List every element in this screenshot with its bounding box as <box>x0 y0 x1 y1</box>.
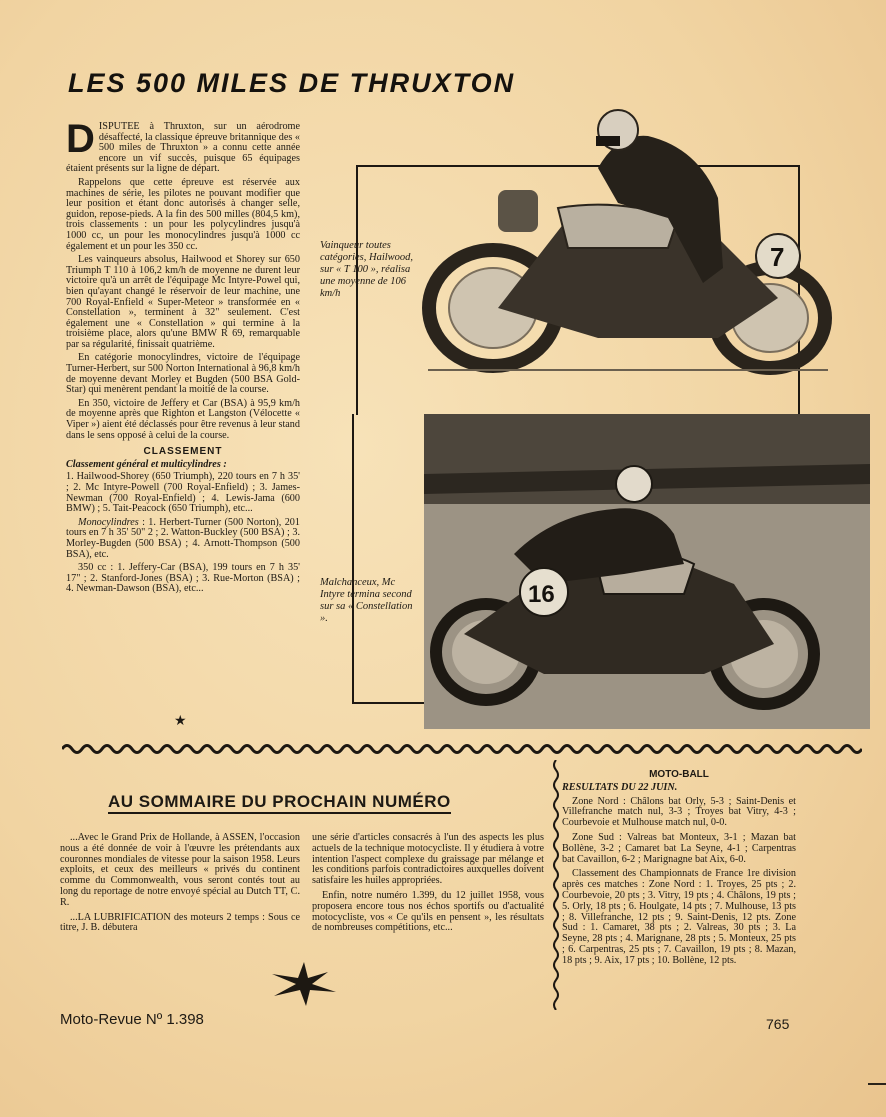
wavy-divider-vertical <box>552 760 560 1010</box>
sommaire-paragraph-1: ...Avec le Grand Prix de Hollande, à ASSEN, l'occasion nous a été donnée de voir à l'œuvre les prétendants aux couronnes mondiales de vitesse pour la saison 1958. Leurs exploits, et ceux des meilleurs « privés du continent comme du Commonwealth, vous seront contés tout au long du reportage de notre envoyé spécial au Dutch TT, C. R. <box>60 832 300 908</box>
article-paragraph-2: Rappelons que cette épreuve est réservée aux machines de série, les pilotes ne pouvant modifier que leur position et étant donc autorisés à changer selle, guidon, repose-pieds. A la fin des 500 milles (804,5 km), trois classements : un pour les polycylindres jusqu'à 1000 cc, un pour les monocylindres jusqu'à 1000 cc également et un pour les 350 cc. <box>66 176 300 252</box>
photo-motorcycle-mcintyre <box>424 414 870 729</box>
article-paragraph-3: Les vainqueurs absolus, Hailwood et Shorey sur 650 Triumph T 110 à 106,2 km/h de moyenne ne durent leur victoire qu'à un arrêt de l'équipage Mc Intyre-Powel qui, bien qu'ayant changé le réservoir de leur machine, une 700 Royal-Enfield « Super-Meteor » transformée en « Constellation », terminent à 32" seulement. C'est également une « Constellation » qui termine à la troisième place, alors qu'une BMW R 69, remarquable par sa régularité, finissait quatrième. <box>66 254 300 350</box>
drop-cap: D <box>66 117 95 161</box>
motoball-results-sud: Zone Sud : Valreas bat Monteux, 3-1 ; Mazan bat Bollène, 3-2 ; Camaret bat La Seyne, 4-1 ; Carpentras bat Cavaillon, 6-2 ; Marignagne bat Aix, 6-0. <box>562 831 796 865</box>
classement-general: 1. Hailwood-Shorey (650 Triumph), 220 tours en 7 h 35' ; 2. Mc Intyre-Powell (700 Royal-Enfield) ; 3. James-Newman (700 Royal-Enfield) ; 4. Lewis-Jama (600 BMW) ; 5. Tait-Peacock (650 Triumph), etc... <box>66 471 300 515</box>
sommaire-column-2 <box>312 833 544 938</box>
sommaire-column-1 <box>60 833 300 938</box>
sommaire-heading: AU SOMMAIRE DU PROCHAIN NUMÉRO <box>108 792 451 814</box>
photo-motorcycle-hailwood <box>418 108 834 378</box>
page-number: 765 <box>766 1016 790 1032</box>
motoball-heading: MOTO-BALL <box>649 769 709 780</box>
sommaire-paragraph-3: une série d'articles consacrés à l'un des aspects les plus actuels de la technique motocycliste. Il y étudiera à votre intention l'aspect complexe du graissage par mélange et les conditions parfois contradictoires auxquelles doivent satisfaire les huiles appropriées. <box>312 832 544 887</box>
sommaire-paragraph-2: ...LA LUBRIFICATION des moteurs 2 temps : Sous ce titre, J. B. débutera <box>60 911 300 934</box>
race-number-16: 16 <box>528 581 555 608</box>
wavy-divider-horizontal <box>62 742 862 756</box>
article-paragraph-5: En 350, victoire de Jeffery et Car (BSA) à 95,9 km/h de moyenne après que Righton et Langston (Vélocette « Viper ») aient été déclassés pour être revenus à leur stand dans le sens opposé à celui de la course. <box>66 397 300 441</box>
sommaire-paragraph-4: Enfin, notre numéro 1.399, du 12 juillet 1958, vous proposera encore tous nos échos sportifs ou d'actualité motocycliste, vos « Ce qu'ils en pensent », les résultats de nombreuses compétitions, etc... <box>312 889 544 934</box>
photo-frame-bottom <box>352 414 424 704</box>
paragraph-text: ISPUTEE à Thruxton, sur un aérodrome désaffecté, la classique épreuve britannique des « 500 miles de Thruxton » a connu cette année encore un vif succès, puisque 65 équipages étaient présents sur la ligne de départ. <box>66 121 300 175</box>
motoball-column <box>562 770 796 971</box>
article-body <box>66 117 300 598</box>
motoball-subheading: RESULTATS DU 22 JUIN. <box>562 781 678 793</box>
classement-350: 350 cc : 1. Jeffery-Car (BSA), 199 tours en 7 h 35' 17" ; 2. Stanford-Jones (BSA) ; 3. Rue-Morton (BSA) ; 4. Newman-Dawson (BSA), etc... <box>66 562 300 595</box>
star-flourish-icon <box>268 958 340 1008</box>
classement-subheading: Classement général et multicylindres : <box>66 458 227 470</box>
article-paragraph-1 <box>66 117 300 175</box>
edge-mark <box>868 1083 886 1085</box>
article-paragraph-4: En catégorie monocylindres, victoire de l'équipage Turner-Herbert, sur 500 Norton International à 96,8 km/h de moyenne devant Morley et Bugden (500 BSA Gold-Star) qui menèrent pendant la moitié de la course. <box>66 352 300 396</box>
classement-heading: CLASSEMENT <box>143 446 223 458</box>
mono-label: Monocylindres <box>78 516 139 528</box>
caption-hailwood: Vainqueur toutes catégories, Hailwood, sur « T 100 », réalisa une moyenne de 106 km/h <box>320 240 414 299</box>
star-ornament: ★ <box>174 714 187 729</box>
race-number-7: 7 <box>770 242 785 272</box>
article-title: LES 500 MILES DE THRUXTON <box>68 68 516 98</box>
caption-mcintyre: Malchanceux, Mc Intyre termina second sur sa « Constellation ». <box>320 577 413 624</box>
footer-publication: Moto-Revue Nº 1.398 <box>60 1011 204 1028</box>
mono-text: : 1. Herbert-Turner (500 Norton), 201 tours en 7 h 35' 50" 2 ; 2. Watton-Buckley (500 BSA) ; 3. Morley-Bugden (500 BSA) ; 4. Arnott-Thompson (500 BSA), etc. <box>66 516 300 560</box>
classement-mono <box>66 518 300 560</box>
motoball-standings: Classement des Championnats de France 1re division après ces matches : Zone Nord : 1. Troyes, 25 pts ; 2. Courbevoie, 20 pts ; 3. Vitry, 19 pts ; 4. Châlons, 19 pts ; 5. Orly, 18 pts ; 6. Houlgate, 14 pts ; 7. Mulhouse, 13 pts ; 8. Villefranche, 12 pts ; 9. Saint-Denis, 12 pts. Zone Sud : 1. Camaret, 38 pts ; 2. Valreas, 30 pts ; 3. La Seyne, 28 pts ; 4. Marignane, 28 pts ; 5. Monteux, 25 pts ; 6. Carpentras, 25 pts ; 7. Cavaillon, 19 pts ; 8. Mazan, 18 pts ; 9. Aix, 17 pts ; 10. Bollène, 12 pts. <box>562 868 796 966</box>
motoball-results-nord: Zone Nord : Châlons bat Orly, 5-3 ; Saint-Denis et Villefranche match nul, 3-3 ; Troyes bat Vitry, 4-3 ; Courbevoie et Mulhouse match nul, 0-0. <box>562 795 796 829</box>
